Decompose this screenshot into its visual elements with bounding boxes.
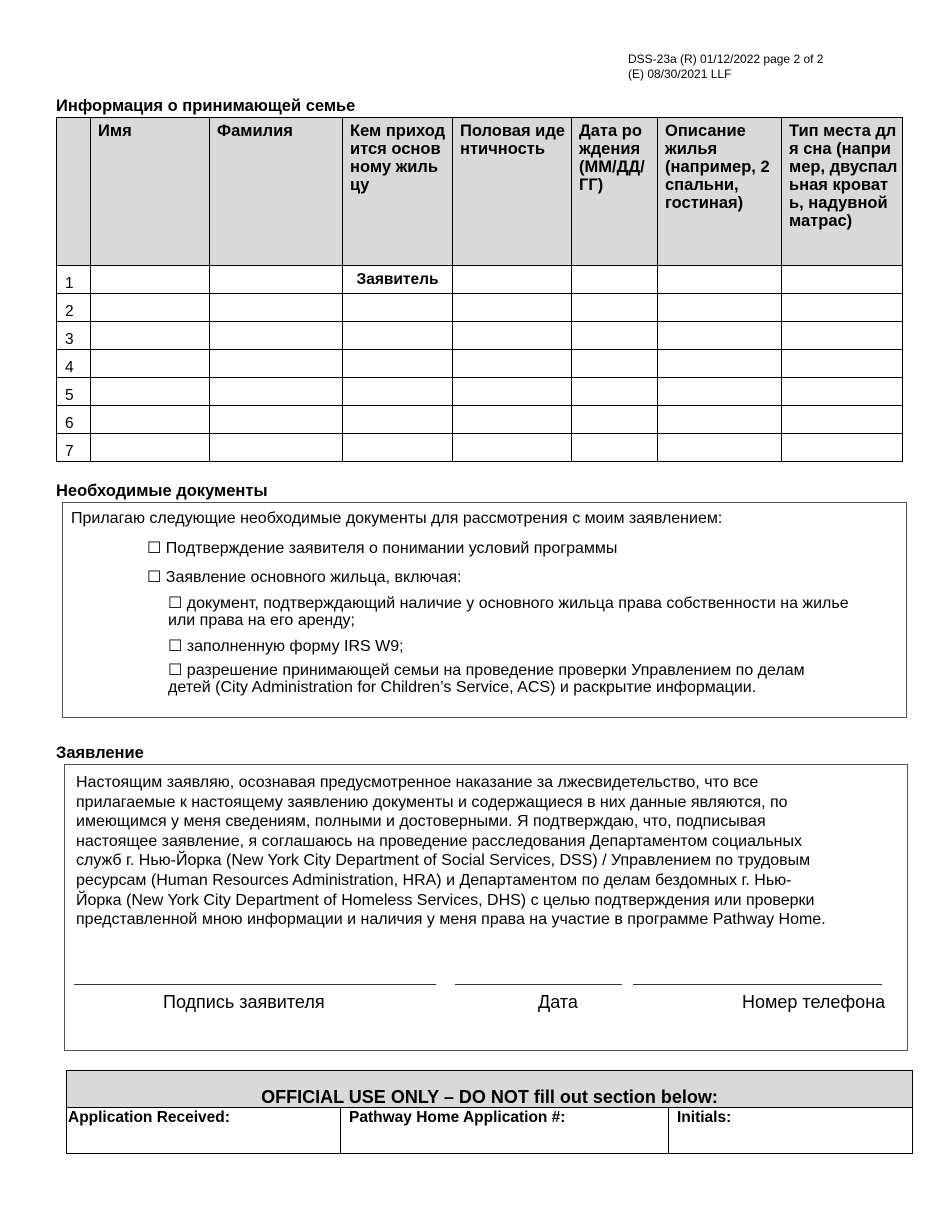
relation-cell[interactable] <box>343 294 453 322</box>
checkbox-ownership[interactable]: ☐ <box>168 593 183 612</box>
row-number: 5 <box>57 378 91 406</box>
declaration-text <box>76 773 896 930</box>
table-row <box>57 406 903 434</box>
col-header-first-name: Имя <box>91 118 210 266</box>
last-name-cell[interactable] <box>210 406 343 434</box>
row-number: 3 <box>57 322 91 350</box>
checkbox-program-terms[interactable]: ☐ <box>147 538 162 557</box>
col-header-relation: Кем приходится основному жильцу <box>343 118 453 266</box>
doc-subitem-label: заполненную форму IRS W9; <box>186 638 404 655</box>
col-header-birthdate: Дата рождения (ММ/ДД/ГГ) <box>572 118 658 266</box>
phone-line[interactable] <box>633 984 882 985</box>
declaration-line: Йорка (New York City Department of Homeless Services, DHS) с целью подтверждения или проверки <box>76 891 815 909</box>
housing-cell[interactable] <box>658 266 782 294</box>
first-name-cell[interactable] <box>91 350 210 378</box>
doc-subitem-label: разрешение принимающей семьи на проведение проверки Управлением по делам <box>186 662 805 679</box>
form-code-line2: (E) 08/30/2021 LLF <box>628 67 732 81</box>
last-name-cell[interactable] <box>210 378 343 406</box>
first-name-cell[interactable] <box>91 322 210 350</box>
table-header-row <box>57 118 903 266</box>
gender-cell[interactable] <box>453 294 572 322</box>
declaration-line: настоящее заявление, я соглашаюсь на проведение расследования Департаментом социальных <box>76 832 802 850</box>
last-name-cell[interactable] <box>210 322 343 350</box>
row-number: 4 <box>57 350 91 378</box>
application-number-label: Pathway Home Application #: <box>349 1109 566 1126</box>
first-name-cell[interactable] <box>91 434 210 462</box>
sleeping-cell[interactable] <box>782 266 903 294</box>
col-header-sleeping: Тип места для сна (например, двуспальная кровать, надувной матрас) <box>782 118 903 266</box>
checkbox-resident-statement[interactable]: ☐ <box>147 567 162 586</box>
declaration-line: имеющимся у меня сведениям, полными и достоверными. Я подтверждаю, что, подписывая <box>76 813 766 831</box>
checkbox-acs[interactable]: ☐ <box>168 660 183 679</box>
birthdate-cell[interactable] <box>572 266 658 294</box>
relation-cell[interactable] <box>343 350 453 378</box>
last-name-cell[interactable] <box>210 350 343 378</box>
birthdate-cell[interactable] <box>572 434 658 462</box>
form-code <box>628 52 823 82</box>
phone-label: Номер телефона <box>742 992 886 1012</box>
doc-item-label: Подтверждение заявителя о понимании условий программы <box>165 540 618 557</box>
housing-cell[interactable] <box>658 434 782 462</box>
declaration-line: ресурсам (Human Resources Administration, HRA) и Департаментом по делам бездомных г. Нью- <box>76 871 792 889</box>
row-number: 1 <box>57 266 91 294</box>
declaration-title: Заявление <box>56 744 144 762</box>
last-name-cell[interactable] <box>210 294 343 322</box>
gender-cell[interactable] <box>453 266 572 294</box>
gender-cell[interactable] <box>453 406 572 434</box>
sleeping-cell[interactable] <box>782 350 903 378</box>
birthdate-cell[interactable] <box>572 378 658 406</box>
relation-cell[interactable] <box>343 378 453 406</box>
doc-subitem-label: документ, подтверждающий наличие у основного жильца права собственности на жилье <box>186 595 849 612</box>
table-row <box>57 322 903 350</box>
official-use-banner: OFFICIAL USE ONLY – DO NOT fill out section below: <box>67 1071 912 1108</box>
housing-cell[interactable] <box>658 406 782 434</box>
row-number: 7 <box>57 434 91 462</box>
signature-line[interactable] <box>74 984 436 985</box>
relation-cell: Заявитель <box>343 266 453 294</box>
doc-item-program-terms <box>147 539 617 558</box>
housing-cell[interactable] <box>658 322 782 350</box>
declaration-line: служб г. Нью-Йорка (New York City Department of Social Services, DSS) / Управлением по трудовым <box>76 852 811 870</box>
official-use-section <box>66 1070 913 1154</box>
first-name-cell[interactable] <box>91 406 210 434</box>
table-row <box>57 350 903 378</box>
documents-box <box>62 502 907 718</box>
birthdate-cell[interactable] <box>572 350 658 378</box>
initials-cell <box>669 1108 912 1153</box>
last-name-cell[interactable] <box>210 266 343 294</box>
col-header-housing: Описание жилья (например, 2 спальни, гостиная) <box>658 118 782 266</box>
declaration-line: прилагаемые к настоящему заявлению документы и содержащиеся в них данные являются, по <box>76 793 788 811</box>
row-number: 6 <box>57 406 91 434</box>
housing-cell[interactable] <box>658 350 782 378</box>
gender-cell[interactable] <box>453 322 572 350</box>
relation-cell[interactable] <box>343 322 453 350</box>
table-row <box>57 434 903 462</box>
col-header-number <box>57 118 91 266</box>
documents-intro: Прилагаю следующие необходимые документы для рассмотрения с моим заявлением: <box>71 510 723 527</box>
last-name-cell[interactable] <box>210 434 343 462</box>
signature-label: Подпись заявителя <box>163 992 325 1012</box>
first-name-cell[interactable] <box>91 378 210 406</box>
sleeping-cell[interactable] <box>782 322 903 350</box>
checkbox-w9[interactable]: ☐ <box>168 636 183 655</box>
gender-cell[interactable] <box>453 350 572 378</box>
table-row <box>57 294 903 322</box>
first-name-cell[interactable] <box>91 294 210 322</box>
doc-item-label: Заявление основного жильца, включая: <box>165 569 462 586</box>
doc-subitem-ownership <box>168 594 849 613</box>
application-received-cell <box>67 1108 341 1153</box>
declaration-line: Настоящим заявляю, осознавая предусмотренное наказание за лжесвидетельство, что все <box>76 774 759 791</box>
relation-cell[interactable] <box>343 434 453 462</box>
application-received-label: Application Received: <box>68 1109 230 1126</box>
sleeping-cell[interactable] <box>782 406 903 434</box>
date-line[interactable] <box>455 984 622 985</box>
housing-cell[interactable] <box>658 294 782 322</box>
form-code-line1: DSS-23a (R) 01/12/2022 page 2 of 2 <box>628 52 824 66</box>
doc-subitem-ownership-cont: или права на его аренду; <box>168 612 355 629</box>
gender-cell[interactable] <box>453 434 572 462</box>
table-row <box>57 378 903 406</box>
documents-title: Необходимые документы <box>56 482 268 500</box>
col-header-last-name: Фамилия <box>210 118 343 266</box>
initials-label: Initials: <box>677 1109 732 1126</box>
table-row <box>57 266 903 294</box>
application-number-cell <box>341 1108 669 1153</box>
birthdate-cell[interactable] <box>572 322 658 350</box>
doc-subitem-w9 <box>168 637 404 656</box>
sleeping-cell[interactable] <box>782 378 903 406</box>
host-family-title: Информация о принимающей семье <box>56 97 356 115</box>
housing-cell[interactable] <box>658 378 782 406</box>
doc-subitem-acs-cont: детей (City Administration for Children’s Service, ACS) и раскрытие информации. <box>168 679 757 696</box>
row-number: 2 <box>57 294 91 322</box>
birthdate-cell[interactable] <box>572 406 658 434</box>
declaration-line: представленной мною информации и наличия у меня права на участие в программе Pathway Home. <box>76 911 826 929</box>
birthdate-cell[interactable] <box>572 294 658 322</box>
sleeping-cell[interactable] <box>782 434 903 462</box>
relation-cell[interactable] <box>343 406 453 434</box>
doc-item-resident-statement <box>147 568 461 587</box>
host-family-table <box>56 117 903 462</box>
gender-cell[interactable] <box>453 378 572 406</box>
date-label: Дата <box>538 992 578 1012</box>
col-header-gender: Половая идентичность <box>453 118 572 266</box>
sleeping-cell[interactable] <box>782 294 903 322</box>
first-name-cell[interactable] <box>91 266 210 294</box>
doc-subitem-acs <box>168 661 805 680</box>
